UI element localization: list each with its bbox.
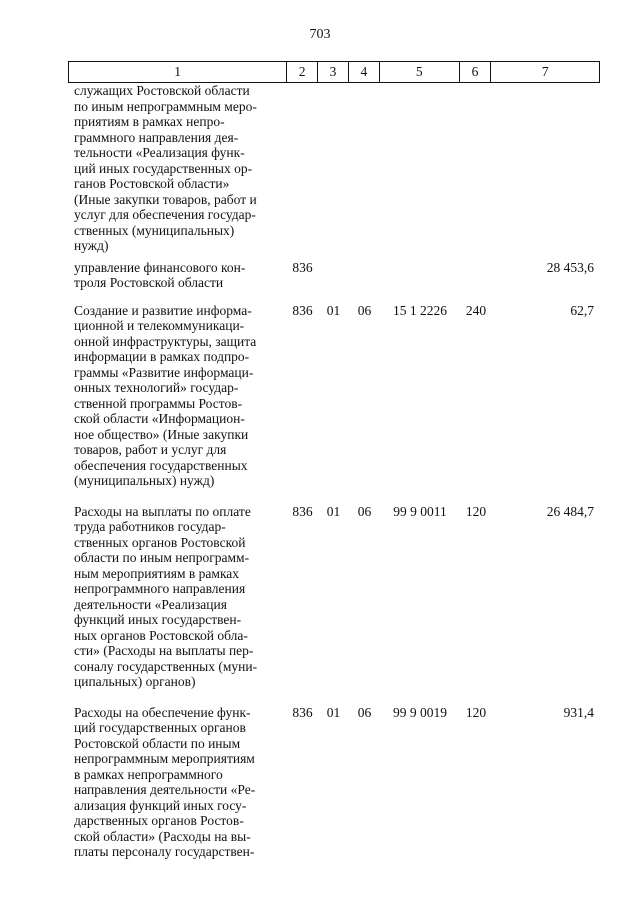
page-number: 703 — [309, 27, 331, 42]
column-header-2: 2 — [287, 62, 318, 82]
row-expense-type: 120 — [465, 503, 487, 519]
row-subsection-code: 06 — [357, 704, 372, 720]
row-target-code: 99 9 0011 — [393, 503, 447, 519]
table-body — [68, 83, 600, 860]
row-ved-code: 836 — [292, 259, 313, 275]
table-header-row — [68, 61, 600, 83]
row-expense-type: 120 — [465, 704, 487, 720]
row-expense-type: 240 — [465, 302, 487, 318]
column-header-1: 1 — [69, 62, 287, 82]
row-ved-code: 836 — [292, 503, 313, 519]
table-row — [68, 504, 600, 690]
column-header-3: 3 — [318, 62, 349, 82]
row-ved-code: 836 — [292, 704, 313, 720]
row-section-code: 01 — [326, 704, 341, 720]
column-header-4: 4 — [349, 62, 380, 82]
row-description: управление финансового кон- троля Ростовской области — [74, 259, 246, 290]
column-header-6: 6 — [460, 62, 492, 82]
row-amount: 931,4 — [563, 704, 594, 720]
row-amount: 62,7 — [570, 302, 594, 318]
table-row — [68, 705, 600, 860]
row-target-code: 99 9 0019 — [393, 704, 447, 720]
column-header-7: 7 — [541, 64, 549, 79]
table-row — [68, 83, 600, 254]
row-description: Расходы на выплаты по оплате труда работников государ- ственных органов Ростовской области по иным непрограмм- ным мероприятиям в рамках непрограммного направления деятельности «Реализация функций иных государствен- ных органов Ростовской обла- сти» (Расходы на выплаты пер- соналу государственных (муни- ципальных) органов) — [74, 503, 258, 689]
row-ved-code: 836 — [292, 302, 313, 318]
row-amount: 26 484,7 — [546, 503, 594, 519]
row-description: служащих Ростовской области по иным непрограммным меро- приятиям в рамках непро- граммного направления дея- тельности «Реализация функ- ций иных государственных ор- ганов Ростовской области» (Иные закупки товаров, работ и услуг для обеспечения государ- ственных (муниципальных) нужд) — [74, 83, 257, 253]
row-subsection-code: 06 — [357, 302, 372, 318]
row-target-code: 15 1 2226 — [393, 302, 447, 318]
row-description: Расходы на обеспечение функ- ций государственных органов Ростовской области по иным непрограммным мероприятиям в рамках непрограммного направления деятельности «Ре- ализация функций иных госу- дарственных органов Ростов- ской области» (Расходы на вы- платы персоналу государствен- — [74, 704, 256, 859]
table-row — [68, 260, 600, 291]
row-subsection-code: 06 — [357, 503, 372, 519]
row-section-code: 01 — [326, 302, 341, 318]
row-description: Создание и развитие информа- ционной и телекоммуникаци- онной инфраструктуры, защита информации в рамках подпро- граммы «Развитие информаци- онных технологий» государ- ственной программы Ростов- ской области «Информацион- ное общество» (Иные закупки товаров, работ и услуг для обеспечения государственных (муниципальных) нужд) — [74, 302, 257, 488]
column-header-5: 5 — [380, 62, 460, 82]
row-section-code: 01 — [326, 503, 341, 519]
row-amount: 28 453,6 — [546, 259, 594, 275]
table-row — [68, 303, 600, 489]
